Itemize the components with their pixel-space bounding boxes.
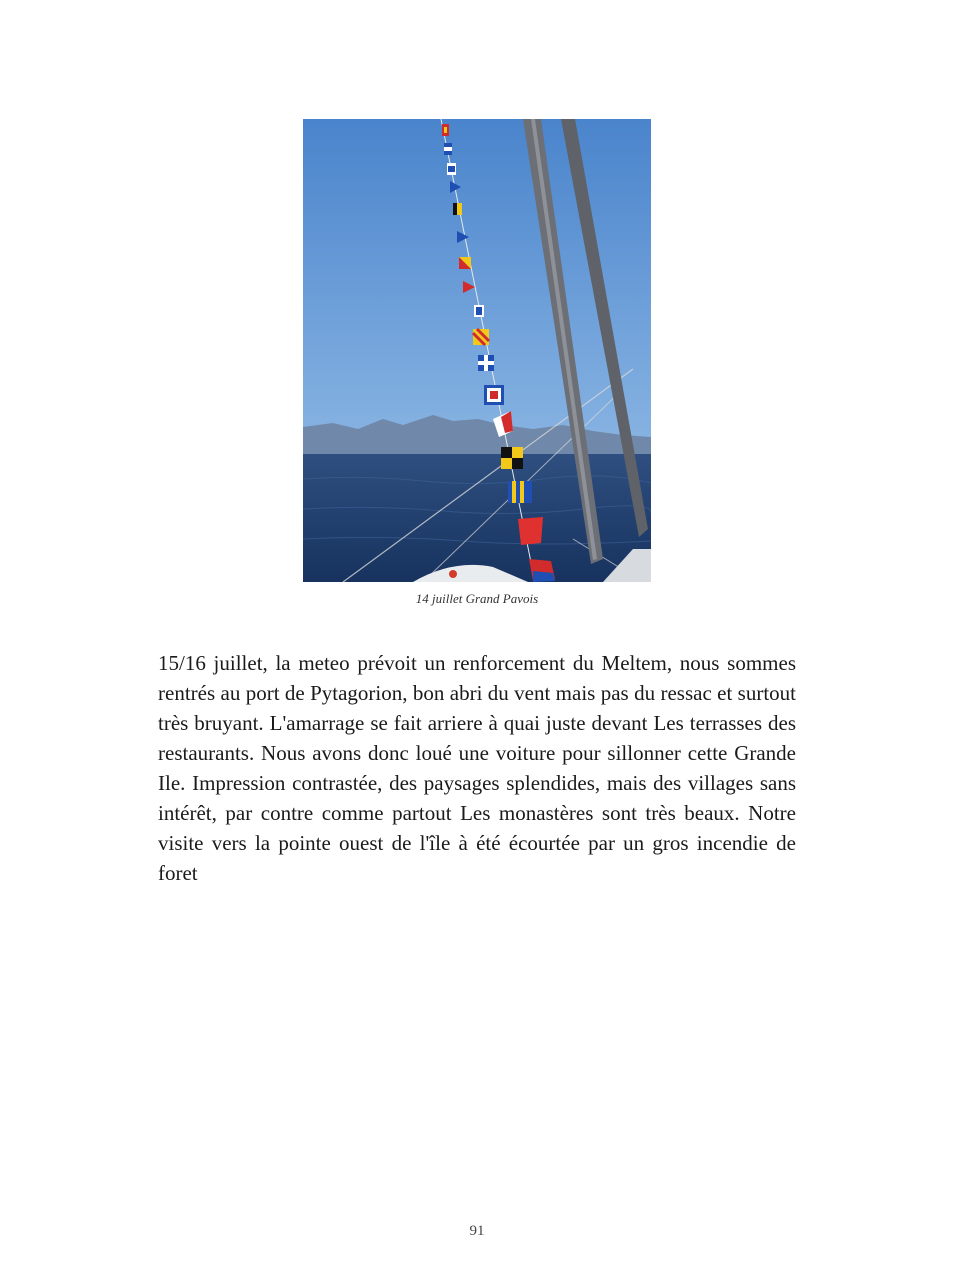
sea [303, 454, 651, 582]
photo-grand-pavois [303, 119, 651, 582]
sailboat-flags-photo [303, 119, 651, 582]
page-number: 91 [469, 1223, 485, 1239]
body-paragraph: 15/16 juillet, la meteo prévoit un renforcement du Meltem, nous sommes rentrés au port de Pytagorion, bon abri du vent mais pas du ressac et surtout très bruyant. L'amarrage se fait arriere à quai juste devant Les terrasses des restaurants. Nous avons donc loué une voiture pour sillonner cette Grande Ile. Impression contrastée, des paysages splendides, mais des villages sans intérêt, par contre comme partout Les monastères sont très beaux. Notre visite vers la pointe ouest de l'île à été écourtée par un gros incendie de foret [158, 651, 796, 885]
photo-caption: 14 juillet Grand Pavois [415, 591, 539, 606]
